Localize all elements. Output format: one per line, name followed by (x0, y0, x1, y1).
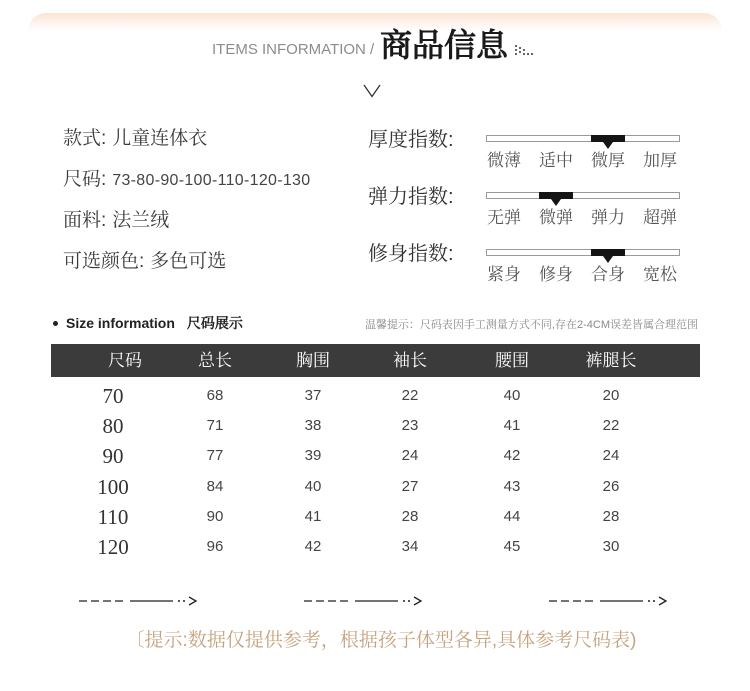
size-title-en: Size information (66, 315, 175, 331)
cell-leg-length: 20 (602, 387, 620, 404)
meter-marker (591, 135, 625, 142)
meter-option: 宽松 (643, 265, 677, 284)
cell-leg-length: 30 (602, 537, 620, 555)
table-row (0, 472, 750, 502)
index-elasticity (368, 175, 698, 232)
index-fit (368, 232, 698, 289)
cell-waist: 45 (503, 537, 521, 555)
size-table-header (51, 344, 700, 377)
cell-total-length: 84 (206, 477, 224, 495)
cell-sleeve: 23 (401, 417, 419, 435)
cell-waist: 44 (503, 507, 521, 525)
bullet-icon (53, 321, 58, 326)
cell-total-length: 68 (206, 387, 224, 404)
arrow-right-icon (549, 595, 669, 607)
cell-sleeve: 27 (401, 477, 419, 495)
meter-option: 微厚 (591, 151, 625, 170)
index-label: 修身指数: (368, 243, 454, 265)
cell-waist: 40 (503, 387, 521, 404)
cell-total-length: 77 (206, 447, 224, 465)
cell-size: 90 (102, 444, 124, 469)
attribute-sizes (63, 159, 310, 200)
meter-track (486, 135, 680, 142)
meter-options (478, 152, 686, 170)
index-label: 弹力指数: (368, 186, 454, 208)
column-header-waist: 腰围 (495, 351, 529, 370)
page-title: 商品信息 (380, 27, 509, 63)
attribute-fabric (63, 200, 310, 241)
triangle-down-icon (603, 142, 613, 149)
cell-size: 110 (97, 504, 129, 529)
attribute-style (63, 118, 310, 159)
column-header-total-length: 总长 (198, 351, 232, 370)
cell-leg-length: 24 (602, 447, 620, 465)
table-row (0, 411, 750, 441)
cell-chest: 42 (304, 537, 322, 555)
attribute-value: 法兰绒 (112, 210, 170, 231)
cell-chest: 41 (304, 507, 322, 525)
index-label: 厚度指数: (368, 129, 454, 151)
size-title-cn: 尺码展示 (186, 315, 243, 331)
meter-option: 微弹 (539, 208, 573, 227)
cell-chest: 40 (304, 477, 322, 495)
meter-option: 紧身 (487, 265, 521, 284)
attribute-colors (63, 241, 310, 282)
meter-option: 微薄 (487, 151, 521, 170)
cell-total-length: 71 (206, 417, 224, 435)
meter-option: 超弹 (643, 208, 677, 227)
column-header-chest: 胸围 (296, 351, 330, 370)
meter-option: 弹力 (591, 208, 625, 227)
triangle-down-icon (603, 256, 613, 263)
meter-option: 无弹 (487, 208, 521, 227)
header-subtitle: ITEMS INFORMATION / (212, 41, 375, 58)
meter-marker (591, 249, 625, 256)
index-thickness (368, 118, 698, 175)
attribute-value: 儿童连体衣 (112, 128, 208, 149)
cell-leg-length: 22 (602, 417, 620, 435)
chevron-down-icon (363, 84, 381, 98)
size-section-title (53, 315, 243, 331)
index-meter (478, 232, 686, 289)
cell-chest: 39 (304, 447, 322, 465)
column-header-size: 尺码 (108, 351, 142, 370)
cell-waist: 42 (503, 447, 521, 465)
arrow-right-icon (304, 595, 424, 607)
cell-waist: 43 (503, 477, 521, 495)
meter-option: 修身 (539, 265, 573, 284)
top-decor-band (28, 13, 722, 31)
meter-option: 适中 (539, 151, 573, 170)
column-header-sleeve: 袖长 (393, 351, 427, 370)
cell-waist: 41 (503, 417, 521, 435)
cell-sleeve: 24 (401, 447, 419, 465)
cell-size: 80 (102, 414, 124, 439)
attribute-value: 73-80-90-100-110-120-130 (112, 172, 311, 189)
cell-size: 120 (97, 534, 129, 559)
cell-size: 70 (102, 384, 124, 408)
cell-sleeve: 28 (401, 507, 419, 525)
meter-option: 合身 (591, 265, 625, 284)
cell-leg-length: 26 (602, 477, 620, 495)
index-meter (478, 175, 686, 232)
attribute-value: 多色可选 (150, 251, 227, 272)
footer-note: 〔提示:数据仅提供参考，根据孩子体型各异,具体参考尺码表) (125, 630, 637, 651)
attribute-label: 可选颜色: (63, 251, 145, 272)
meter-marker (539, 192, 573, 199)
triangle-down-icon (551, 199, 561, 206)
size-tolerance-note: 温馨提示：尺码表因手工测量方式不同,存在2-4CM误差皆属合理范围 (364, 319, 698, 331)
meter-options (478, 266, 686, 284)
dots-icon (514, 42, 534, 56)
cell-sleeve: 34 (401, 537, 419, 555)
table-row (0, 532, 750, 562)
cell-sleeve: 22 (401, 387, 419, 404)
cell-chest: 37 (304, 387, 322, 404)
attribute-label: 尺码: (63, 169, 107, 190)
cell-leg-length: 28 (602, 507, 620, 525)
meter-track (486, 249, 680, 256)
table-row (0, 381, 750, 411)
index-meter (478, 118, 686, 175)
arrow-right-icon (79, 595, 199, 607)
cell-chest: 38 (304, 417, 322, 435)
meter-options (478, 209, 686, 227)
size-table-body (0, 381, 750, 562)
cell-total-length: 90 (206, 507, 224, 525)
product-attributes (63, 118, 310, 282)
meter-option: 加厚 (643, 151, 677, 170)
attribute-label: 面料: (63, 210, 107, 231)
column-header-leg-length: 裤腿长 (585, 351, 637, 370)
cell-total-length: 96 (206, 537, 224, 555)
cell-size: 100 (97, 474, 129, 499)
meter-track (486, 192, 680, 199)
table-row (0, 441, 750, 471)
table-row (0, 502, 750, 532)
attribute-label: 款式: (63, 128, 107, 149)
